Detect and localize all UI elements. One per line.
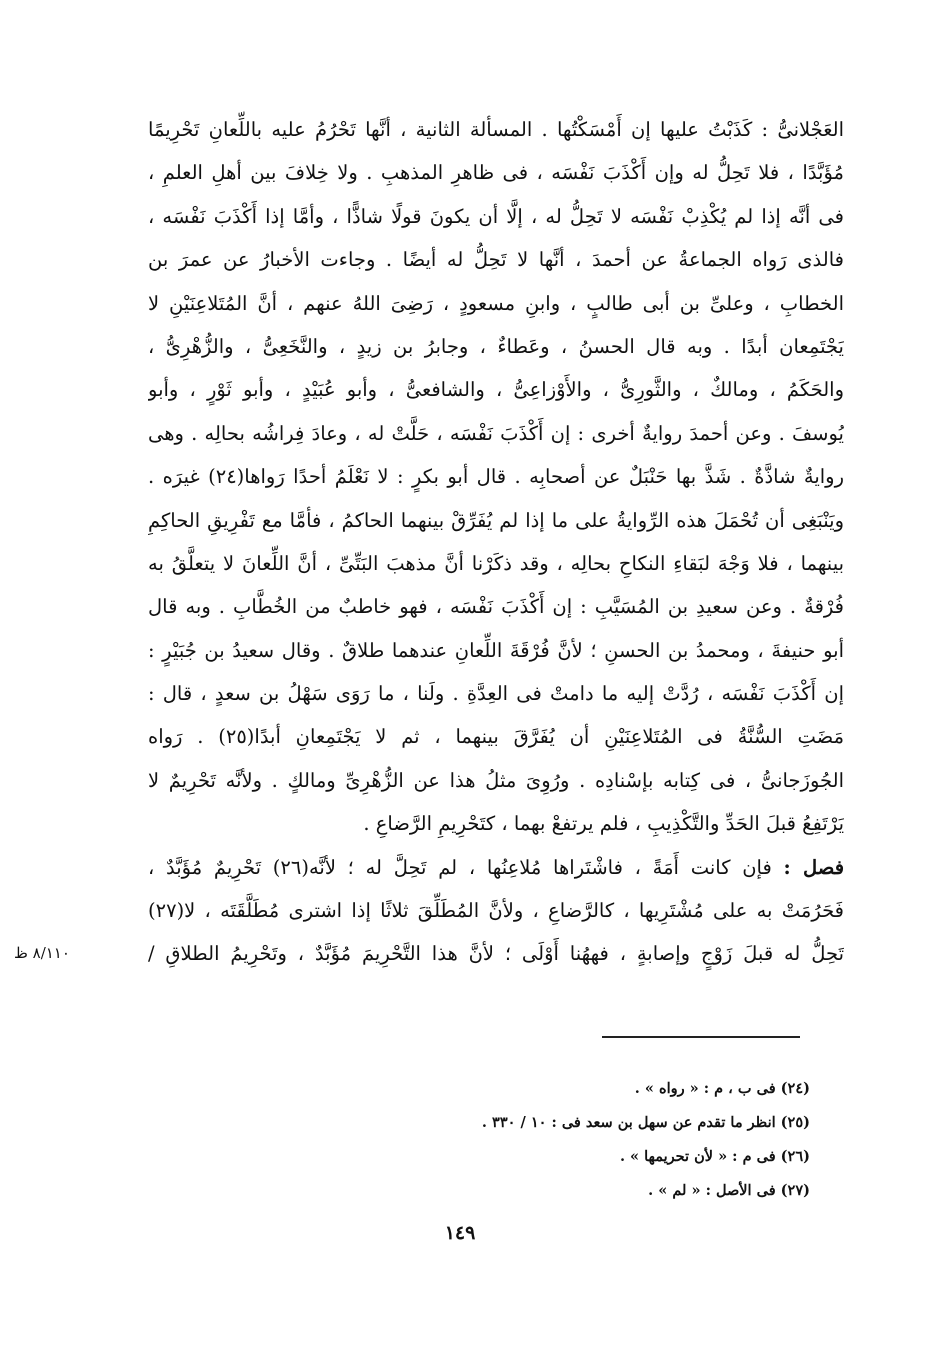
text-line: فى أنَّه إذا لم يُكْذِبْ نَفْسَه لا تَحِلُّ له ، إلَّا أن يكونَ قولًا شاذًّا ، وأمَّا إذا أَكْذَبَ نَفْسَه ، [148,204,844,228]
main-text [148,108,844,976]
text-line: الجُوزَجانىُّ ، فى كِتابه بإسْنادِه . ورُوِىَ مثلُ هذا عن الزُّهْرِىِّ ومالكٍ . ولأنَّه تَحْرِيمٌ لا [148,768,844,792]
fasl-heading: فصل : [783,855,844,879]
text-line: ويَنْبَغِى أن تُحْمَلَ هذه الرِّوايةُ على ما إذا لم يُفَرِّقْ بينهما الحاكمُ ، فأمَّا مع تَفْرِيقِ الحاكِمِ [148,508,844,532]
page-number: ١٤٩ [444,1222,476,1244]
text-line: فُرْقةٌ . وعن سعيدِ بن المُسَيَّبِ : إن أَكْذَبَ نَفْسَه ، فهو خاطبٌ من الخُطَّابِ . وبه قال [148,595,844,619]
footnote: (٢٤) فى ب ، م : « رواه » . [634,1080,810,1097]
footnote: (٢٧) فى الأصل : « لم » . [648,1182,810,1199]
text-line: روايةٌ شاذَّةٌ . شَذَّ بها حَنْبَلٌ عن أصحابِه . قال أبو بكرٍ : لا نَعْلَمُ أحدًا رَواها(٢٤) غيرَه . [148,465,844,489]
text-line: العَجْلانىُّ : كَذَبْتُ عليها إن أَمْسَكْتُها . المسألة الثانية ، أنَّها تَحْرُمُ عليه باللِّعانِ تَحْرِيمًا [148,118,844,141]
text-line: أبو حنيفةَ ، ومحمدُ بن الحسنِ ؛ لأنَّ فُرْقَةَ اللِّعانِ عندهما طلاقٌ . وقال سعيدُ بن جُبَيْرٍ : [148,638,844,662]
text-line: فالذى رَواه الجماعةُ عن أحمدَ ، أنَّها لا تَحِلُّ له أيضًا . وجاءت الأخبارُ عن عمرَ بن [148,248,844,272]
text-line: والحَكَمُ ، ومالكٌ ، والثَّورِىُّ ، والأَوْزاعِىُّ ، والشافعىُّ ، وأبو عُبَيْدٍ ، وأبو ثَوْرٍ ، وأبو [148,378,844,402]
text-line: إن أَكْذَبَ نَفْسَه ، رُدَّتْ إليه ما دامتْ فى العِدَّةِ . ولَنا ، ما رَوَى سَهْلُ بن سعدٍ ، قال : [148,682,844,706]
text-line: يَجْتَمِعان أبدًا . وبه قال الحسنُ ، وعَطاءٌ ، وجابرُ بن زيدٍ ، والنَّخَعِىُّ ، والزُّهْرِىُّ ، [148,334,844,358]
margin-manuscript-reference: ٨/١١٠ ظ [14,944,70,962]
footnote: (٢٥) انظر ما تقدم عن سهل بن سعد فى : ١٠ / ٣٣٠ . [481,1114,810,1131]
fasl-line [148,846,844,889]
footnote-separator [602,1036,800,1038]
footnotes [420,1072,810,1208]
text-line: مُؤَبَّدًا ، فلا تَحِلُّ له وإن أَكْذَبَ نَفْسَه ، فى ظاهرِ المذهبِ . ولا خِلافَ بين أهلِ العلمِ ، [148,161,844,185]
text-line: بينهما ، فلا وَجْهَ لبَقاءِ النكاحِ بحالِه ، وقد ذكَرْنا أنَّ مذهبَ البَتِّىِّ ، أنَّ اللِّعانَ لا يتعلَّقُ به [148,551,844,575]
text-line: يُوسفَ . وعن أحمدَ روايةٌ أخرى : إن أَكْذَبَ نَفْسَه ، حَلَّتْ له ، وعادَ فِراشُه بحالِه . وهى [148,421,844,445]
text-line: يَرْتَفِعُ قبلَ الحَدِّ والتَّكْذِيبِ ، فلم يرتفعْ بهما ، كتَحْرِيمِ الرَّضاعِ . [363,812,844,836]
text-line: مَضَتِ السُّنَّةُ فى المُتَلاعِنَيْنِ أن يُفَرَّقَ بينهما ، ثم لا يَجْتَمِعانِ أبدًا(٢٥) . رَواه [148,725,844,749]
footnote: (٢٦) فى م : « لأن تحريمها » . [619,1148,810,1165]
fasl-text: فإن كانت أَمَةً ، فاشْتَراها مُلاعِنُها ، لم تَحِلَّ له ؛ لأنَّه(٢٦) تَحْرِيمٌ مُؤَبَّدٌ ، [148,855,772,879]
text-line: فَحَرُمَتْ به على مُشْتَرِيها ، كالرَّضاعِ ، ولأنَّ المُطَلِّقَ ثلاثًا إذا اشترى مُطَلَّقَتَه ، لا(٢٧) [148,899,844,923]
text-line: الخطابِ ، وعلىِّ بن أبى طالبٍ ، وابنِ مسعودٍ ، رَضِىَ اللهُ عنهم ، أنَّ المُتَلاعِنَيْنِ لا [148,291,844,315]
text-line: تَحِلُّ له قبلَ زَوْجٍ وإصابةٍ ، فههُنا أَوْلَى ؛ لأنَّ هذا التَّحْرِيمَ مُؤَبَّدٌ ، وتَحْرِيمُ الطلاقِ / [148,942,844,966]
